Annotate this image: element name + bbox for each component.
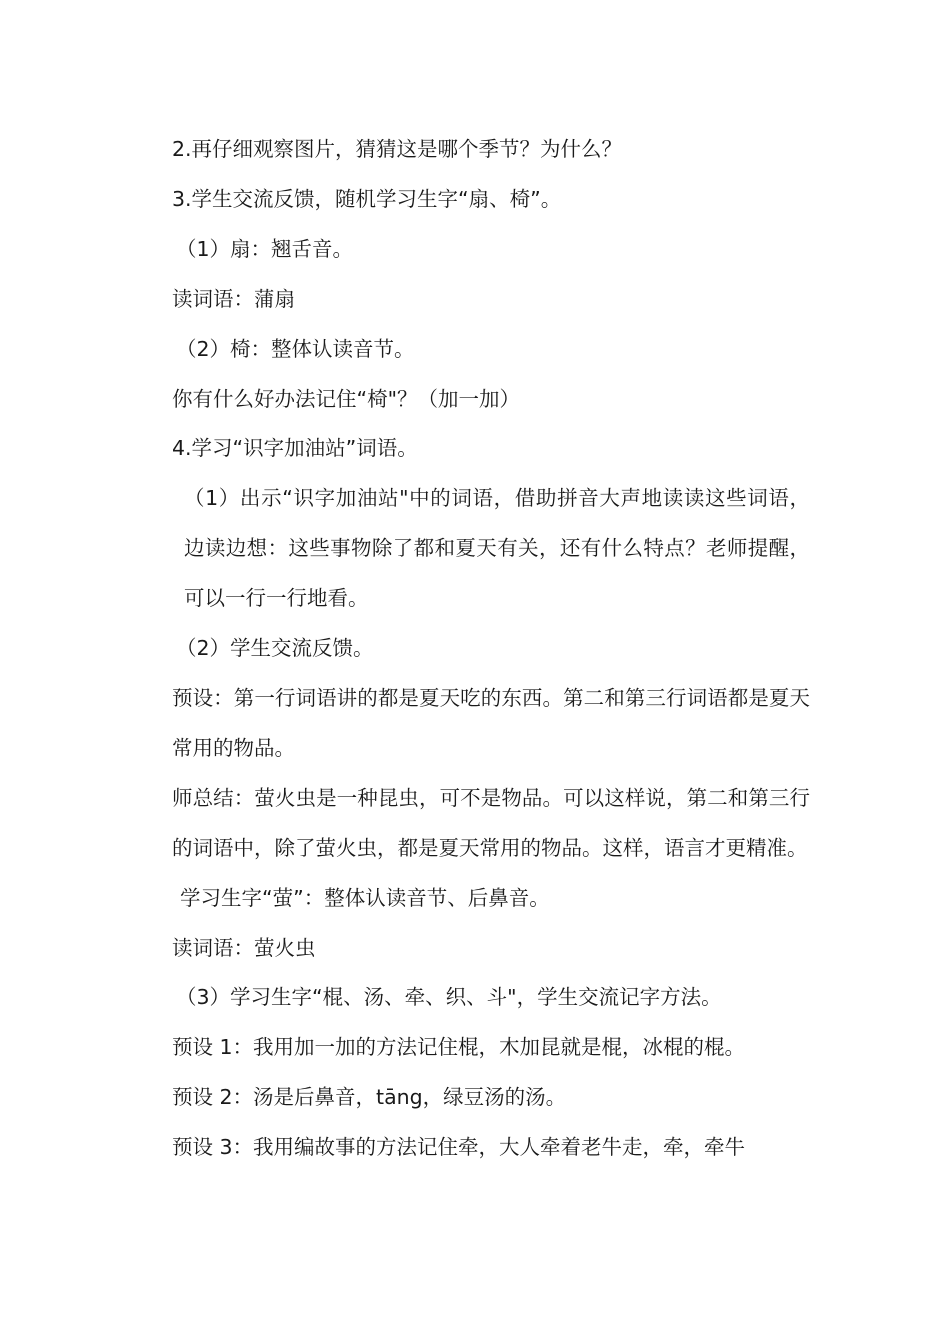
- paragraph-preset-2: 预设 2：汤是后鼻音，tāng，绿豆汤的汤。: [172, 1085, 567, 1110]
- paragraph-student-feedback: （2）学生交流反馈。: [176, 636, 374, 661]
- paragraph-preset-3: 预设 3：我用编故事的方法记住牵，大人牵着老牛走，牵，牵牛: [172, 1135, 746, 1160]
- paragraph-show-words: （1）出示“识字加油站"中的词语，借助拼音大声地读读这些词语，边读边想：这些事物除了都和夏天有关，还有什么特点？老师提醒，可以一行一行地看。: [184, 486, 810, 611]
- paragraph-preset-rows: 预设：第一行词语讲的都是夏天吃的东西。第二和第三行词语都是夏天常用的物品。: [172, 685, 810, 760]
- paragraph-observe-season: 2.再仔细观察图片，猜猜这是哪个季节？为什么？: [172, 137, 623, 161]
- document-body: [144, 125, 810, 1173]
- paragraph-read-pushan: 读词语：蒲扇: [172, 286, 295, 311]
- paragraph-remember-yi: 你有什么好办法记住“椅"？（加一加）: [172, 386, 521, 411]
- paragraph-shan: （1）扇：翘舌音。: [176, 236, 354, 261]
- paragraph-learn-ying: 学习生字“萤”：整体认读音节、后鼻音。: [180, 885, 550, 910]
- paragraph-preset-1: 预设 1：我用加一加的方法记住棍，木加昆就是棍，冰棍的棍。: [172, 1035, 746, 1060]
- paragraph-learn-words: 4.学习“识字加油站”词语。: [172, 436, 418, 461]
- paragraph-learn-characters: （3）学习生字“棍、汤、牵、织、斗"，学生交流记字方法。: [176, 985, 722, 1010]
- paragraph-read-yinghuochong: 读词语：萤火虫: [172, 935, 316, 960]
- paragraph-feedback-shan-yi: 3.学生交流反馈，随机学习生字“扇、椅”。: [172, 186, 562, 211]
- paragraph-teacher-summary: 师总结：萤火虫是一种昆虫，可不是物品。可以这样说，第二和第三行的词语中，除了萤火虫，都是夏天常用的物品。这样，语言才更精准。: [172, 785, 810, 860]
- paragraph-yi: （2）椅：整体认读音节。: [176, 336, 415, 361]
